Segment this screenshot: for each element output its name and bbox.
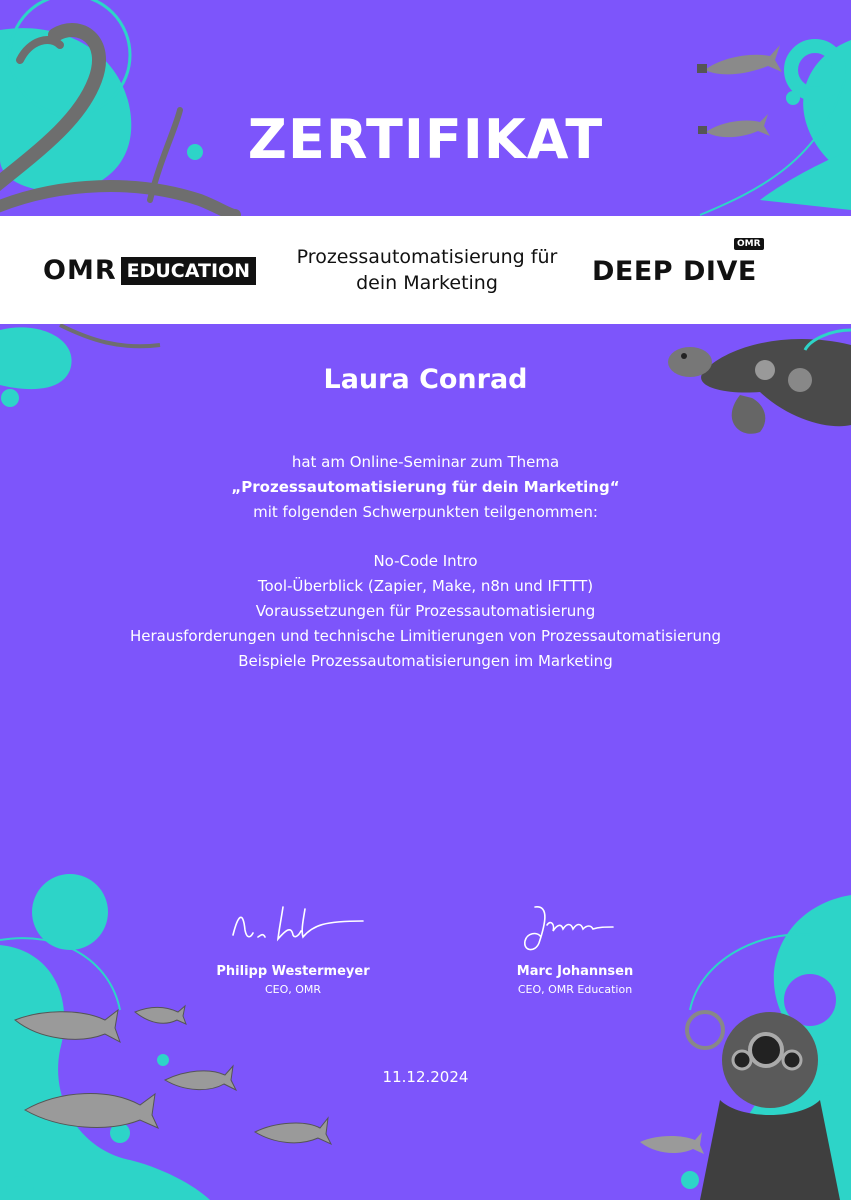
teal-blob-bottom-right — [732, 895, 851, 1200]
participation-statement — [0, 450, 851, 525]
certificate-title: ZERTIFIKAT — [247, 108, 604, 171]
list-item: Tool-Überblick (Zapier, Make, n8n und IFTTT) — [257, 577, 594, 595]
banner-course-line-2: dein Marketing — [356, 272, 498, 294]
ring-top-left — [10, 0, 130, 115]
signatory-role: CEO, OMR — [264, 983, 322, 996]
banner-course-line-1: Prozessautomatisierung für — [296, 246, 558, 268]
list-item: No-Code Intro — [373, 552, 478, 570]
signatory-name: Philipp Westermeyer — [216, 964, 370, 979]
banner-course-title — [262, 244, 592, 296]
signature-block-westermeyer — [183, 895, 403, 996]
usb-fish-small-icon — [640, 1132, 704, 1154]
education-badge: EDUCATION — [121, 257, 256, 285]
signatory-name: Marc Johannsen — [516, 964, 634, 979]
diving-helmet-icon — [687, 1012, 840, 1200]
course-banner — [0, 216, 851, 324]
deep-dive-logo: DEEP DIVE — [592, 256, 757, 287]
recipient-name: Laura Conrad — [323, 364, 528, 395]
seminar-topic: „Prozessautomatisierung für dein Marketing“ — [231, 478, 620, 496]
certificate-date: 11.12.2024 — [382, 1068, 469, 1086]
list-item: Voraussetzungen für Prozessautomatisierung — [255, 602, 596, 620]
teal-circle-bottom-left — [32, 874, 108, 950]
list-item: Herausforderungen und technische Limitierungen von Prozessautomatisierung — [129, 627, 722, 645]
intro-line-3: mit folgenden Schwerpunkten teilgenommen: — [253, 503, 598, 521]
omr-education-logo — [43, 255, 256, 287]
signature-block-johannsen — [465, 895, 685, 996]
intro-line-1: hat am Online-Seminar zum Thema — [291, 453, 560, 471]
deep-dive-omr-tag: OMR — [734, 238, 764, 250]
omr-logo-text: OMR — [43, 255, 117, 286]
signature-westermeyer-image — [213, 895, 373, 960]
signature-johannsen-image — [495, 895, 655, 960]
ring-top-right — [791, 46, 839, 94]
signatory-role: CEO, OMR Education — [517, 983, 633, 996]
list-item: Beispiele Prozessautomatisierungen im Marketing — [238, 652, 613, 670]
focus-topics-list — [0, 549, 851, 674]
